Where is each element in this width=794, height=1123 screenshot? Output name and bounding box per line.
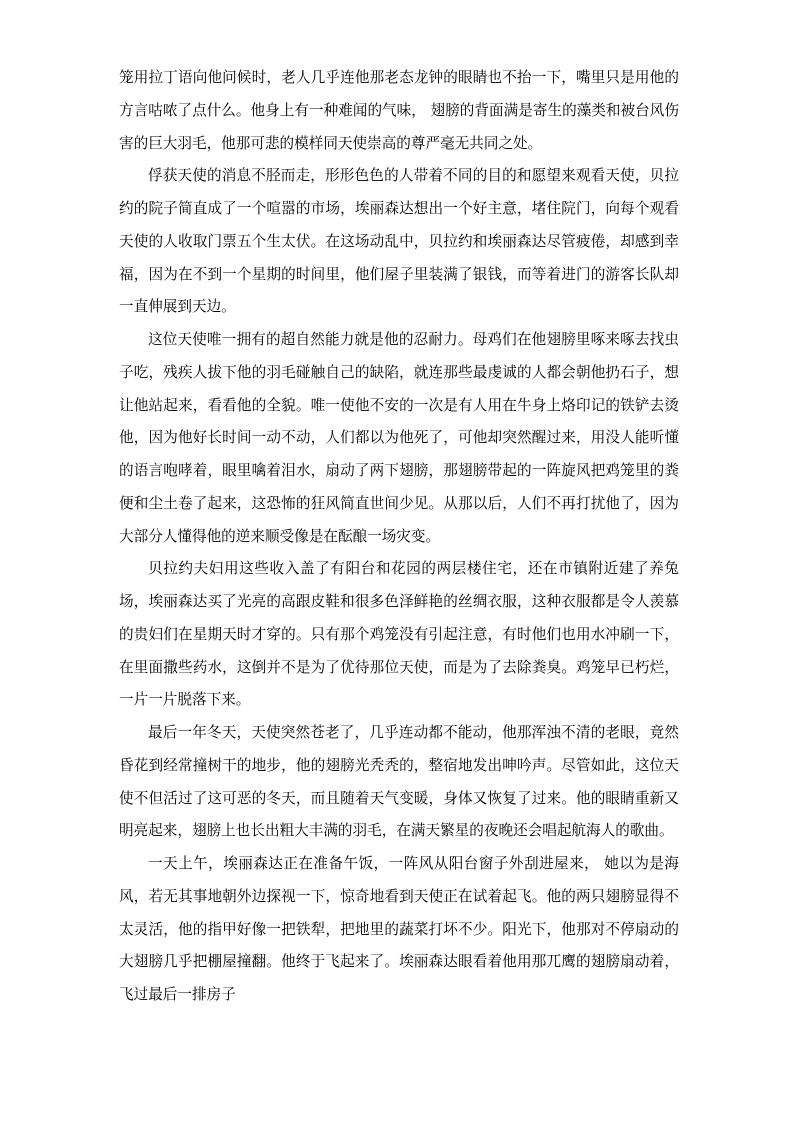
paragraph-5: 最后一年冬天，天使突然苍老了，几乎连动都不能动，他那浑浊不清的老眼，竟然昏花到经常撞树干的地步，他的翅膀光秃秃的，整宿地发出呻吟声。尽管如此，这位天使不但活过了这可恶的冬天，而且随着天气变暖，身体又恢复了过来。他的眼睛重新又明亮起来，翅膀上也长出粗大丰满的羽毛，在满天繁星的夜晚还会唱起航海人的歌曲。 [119, 724, 679, 840]
paragraph-6: 一天上午，埃丽森达正在准备午饭，一阵风从阳台窗子外刮进屋来， 她以为是海风，若无其事地朝外边探视一下，惊奇地看到天使正在试着起飞。他的两只翅膀显得不太灵活，他的指甲好像一把铁犁，把地里的蔬菜打坏不少。阳光下，他那对不停扇动的大翅膀几乎把棚屋撞翻。他终于飞起来了。埃丽森达眼看着他用那兀鹰的翅膀扇动着，飞过最后一排房子 [119, 855, 679, 1003]
paragraph-4: 贝拉约夫妇用这些收入盖了有阳台和花园的两层楼住宅，还在市镇附近建了养兔场，埃丽森达买了光亮的高跟皮鞋和很多色泽鲜艳的丝绸衣服，这种衣服都是令人羡慕的贵妇们在星期天时才穿的。只有那个鸡笼没有引起注意，有时他们也用水冲刷一下，在里面撒些药水，这倒并不是为了优待那位天使，而是为了去除粪臭。鸡笼早已朽烂，一片一片脱落下来。 [119, 560, 679, 709]
paragraph-2: 俘获天使的消息不胫而走，形形色色的人带着不同的目的和愿望来观看天使，贝拉约的院子简直成了一个喧嚣的市场，埃丽森达想出一个好主意，堵住院门，向每个观看天使的人收取门票五个生太伏。在这场动乱中，贝拉约和埃丽森达尽管疲倦，却感到幸福，因为在不到一个星期的时间里，他们屋子里装满了银钱，而等着进门的游客长队却一直伸展到天边。 [119, 167, 679, 316]
paragraph-3: 这位天使唯一拥有的超自然能力就是他的忍耐力。母鸡们在他翅膀里啄来啄去找虫子吃，残疾人拔下他的羽毛碰触自己的缺陷，就连那些最虔诚的人都会朝他扔石子，想让他站起来，看看他的全貌。唯一使他不安的一次是有人用在牛身上烙印记的铁铲去烫他，因为他好长时间一动不动，人们都以为他死了，可他却突然醒过来，用没人能听懂的语言咆哮着，眼里噙着泪水，扇动了两下翅膀，那翅膀带起的一阵旋风把鸡笼里的粪便和尘土卷了起来，这恐怖的狂风简直世间少见。从那以后，人们不再打扰他了，因为大部分人懂得他的逆来顺受像是在酝酿一场灾变。 [119, 331, 679, 545]
paragraph-1: 笼用拉丁语向他问候时，老人几乎连他那老态龙钟的眼睛也不抬一下，嘴里只是用他的方言咕哝了点什么。他身上有一种难闻的气味， 翅膀的背面满是寄生的藻类和被台风伤害的巨大羽毛，他那可悲的模样同天使崇高的尊严毫无共同之处。 [119, 69, 679, 152]
document-body [119, 62, 679, 1012]
